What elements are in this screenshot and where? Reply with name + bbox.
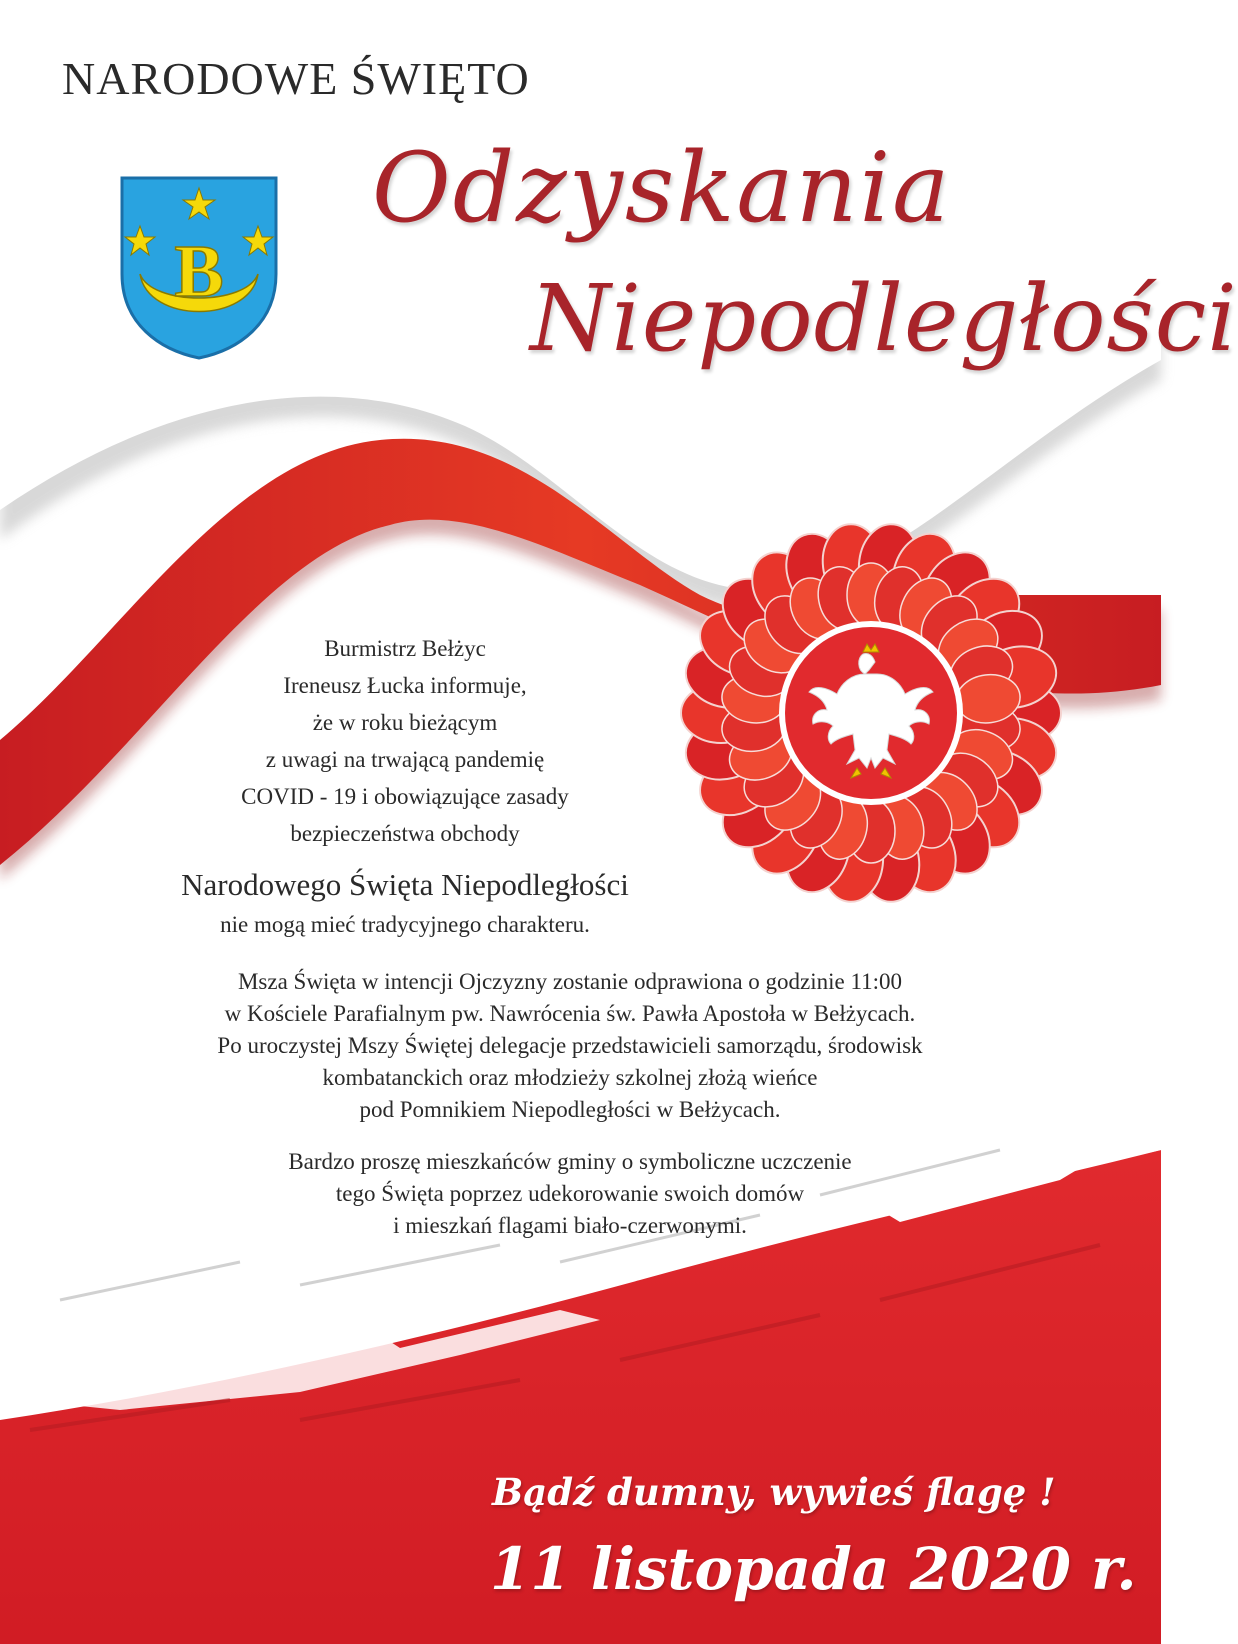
event-date: 11 listopada 2020 r. [490, 1535, 1137, 1603]
title-line-1: Odzyskania [372, 132, 952, 244]
intro-line: Ireneusz Łucka informuje, [283, 673, 527, 698]
title-line-2: Niepodległości [530, 265, 1238, 372]
mass-line: pod Pomnikiem Niepodległości w Bełżycach. [359, 1097, 781, 1122]
mass-line: Msza Święta w intencji Ojczyzny zostanie odprawiona o godzinie 11:00 [237, 969, 903, 994]
appeal-text [150, 1146, 990, 1242]
crest-letter: B [174, 231, 224, 313]
heading-kicker: NARODOWE ŚWIĘTO [62, 53, 530, 104]
intro-line: bezpieczeństwa obchody [290, 821, 520, 846]
appeal-line: tego Święta poprzez udekorowanie swoich domów [335, 1181, 805, 1206]
mass-line: kombatanckich oraz młodzieży szkolnej złożą wieńce [322, 1065, 818, 1090]
intro-line: że w roku bieżącym [312, 710, 498, 735]
intro-line: z uwagi na trwającą pandemię [265, 747, 545, 772]
white-eagle-cockade-icon [676, 518, 1066, 908]
appeal-line: Bardzo proszę mieszkańców gminy o symboliczne uczczenie [288, 1149, 852, 1174]
appeal-line: i mieszkań flagami biało-czerwonymi. [393, 1213, 747, 1238]
belzyce-coat-of-arms-icon [118, 174, 280, 360]
intro-line: COVID - 19 i obowiązujące zasady [241, 784, 569, 809]
event-name: Narodowego Święta Niepodległości [181, 867, 629, 902]
mass-line: w Kościele Parafialnym pw. Nawrócenia św. Pawła Apostoła w Bełżycach. [224, 1001, 916, 1026]
intro-line: Burmistrz Bełżyc [324, 636, 486, 661]
slogan: Bądź dumny, wywieś flagę ! [492, 1470, 1056, 1514]
event-note: nie mogą mieć tradycyjnego charakteru. [220, 912, 590, 937]
mass-info [110, 966, 1030, 1126]
intro-text [200, 630, 610, 852]
mass-line: Po uroczystej Mszy Świętej delegacje przedstawicieli samorządu, środowisk [217, 1033, 923, 1058]
